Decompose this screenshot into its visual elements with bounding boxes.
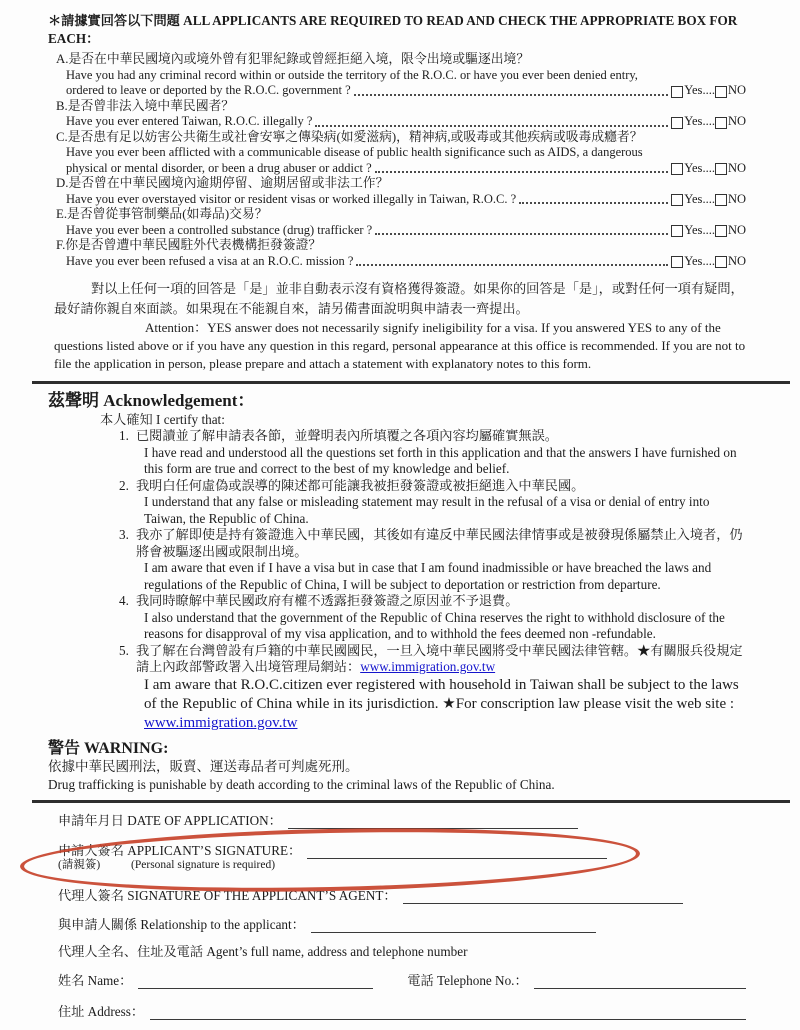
question-b-en: Have you ever entered Taiwan, R.O.C. illegally ? xyxy=(66,114,313,128)
ack-item-5 xyxy=(136,643,746,733)
acknowledgement-heading: 茲聲明 Acknowledgement： xyxy=(48,391,255,410)
question-c xyxy=(56,130,746,177)
no-label: NO xyxy=(727,222,746,237)
telephone-line[interactable] xyxy=(534,974,746,989)
question-c-zh: C.是否患有足以妨害公共衛生或社會安寧之傳染病(如愛滋病)，精神病,或吸毒或其他疾病或吸毒成癮者？ xyxy=(56,129,643,144)
question-b xyxy=(56,99,746,130)
attention-paragraph-en: Attention：YES answer does not necessarily signify ineligibility for a visa. If you answered YES to any of the questions listed above or if you have any question in this regard, personal appearance at this office is recommended. If you are not to file the application in person, please prepare and attach a statement with explanatory notes to this form. xyxy=(54,320,746,371)
agent-signature-line[interactable] xyxy=(403,889,683,904)
agent-info-label: 代理人全名、住址及電話 Agent’s full name, address and telephone number xyxy=(58,943,468,959)
agent-signature-label: 代理人簽名 SIGNATURE OF THE APPLICANT’S AGENT： xyxy=(58,887,397,903)
immigration-link-zh[interactable]: www.immigration.gov.tw xyxy=(360,659,496,674)
question-d-en: Have you ever overstayed visitor or resident visas or worked illegally in Taiwan, R.O.C. ? xyxy=(66,191,517,206)
relationship-line[interactable] xyxy=(311,918,596,933)
dots-separator: .... xyxy=(702,253,715,268)
question-e-no-checkbox[interactable] xyxy=(715,225,727,237)
dots-separator: .... xyxy=(702,83,715,97)
ack-item-3-en: I am aware that even if I have a visa but in case that I am found inadmissible or have breached the laws and regulations of the Republic of China, I will be subject to deportation or restriction from departure. xyxy=(144,560,712,592)
ack-item-5-zh-text: 我了解在台灣曾設有戶籍的中華民國國民，一旦入境中華民國將受中華民國法律管轄。★有關服兵役規定請上內政部警政署入出境管理局網站： xyxy=(136,642,743,674)
telephone-label: 電話 Telephone No.： xyxy=(407,972,528,988)
ack-item-4-en: I also understand that the government of the Republic of China reserves the right to withhold disclosure of the reasons for disapproval of my visa application, and to withhold the fees deemed non -refundable. xyxy=(144,609,725,641)
no-label: NO xyxy=(727,191,746,206)
ack-item-1-zh: 已閱讀並了解申請表各節，並聲明表內所填覆之各項內容均屬確實無誤。 xyxy=(136,428,558,443)
dots-separator: .... xyxy=(702,191,715,206)
applicant-signature-line[interactable] xyxy=(307,844,607,859)
question-b-no-checkbox[interactable] xyxy=(715,117,727,129)
agent-name-line[interactable] xyxy=(138,974,373,989)
question-d xyxy=(56,176,746,207)
acknowledgement-list xyxy=(136,428,746,733)
question-b-yes-checkbox[interactable] xyxy=(671,117,683,129)
yes-label: Yes xyxy=(684,222,703,237)
immigration-link-en[interactable]: www.immigration.gov.tw xyxy=(144,714,298,731)
yes-label: Yes xyxy=(684,83,703,97)
question-c-en-line2: physical or mental disorder, or been a drug abuser or addict ? xyxy=(66,160,372,175)
question-e-zh: E.是否曾從事管制藥品(如毒品)交易？ xyxy=(56,207,268,221)
section-divider-2 xyxy=(32,800,790,803)
address-line[interactable] xyxy=(150,1005,746,1020)
yes-label: Yes xyxy=(684,114,703,128)
ack-item-5-zh xyxy=(136,643,746,676)
agent-signature-row xyxy=(58,888,746,904)
signature-note-en: (Personal signature is required) xyxy=(131,858,276,871)
question-a-en-line2: ordered to leave or deported by the R.O.C. government ? xyxy=(66,83,351,97)
address-row xyxy=(58,1004,746,1020)
no-label: NO xyxy=(727,114,746,128)
dots-separator: .... xyxy=(702,222,715,237)
ack-item-5-en xyxy=(144,676,746,733)
question-f-no-checkbox[interactable] xyxy=(715,256,727,268)
relationship-label: 與申請人關係 Relationship to the applicant： xyxy=(58,916,305,932)
question-e-yes-checkbox[interactable] xyxy=(671,225,683,237)
ack-item-4-zh: 我同時瞭解中華民國政府有權不透露拒發簽證之原因並不予退費。 xyxy=(136,593,519,608)
questions-header: ＊請據實回答以下問題 ALL APPLICANTS ARE REQUIRED TO READ AND CHECK THE APPROPRIATE BOX FOR EACH： xyxy=(48,13,738,46)
signature-note xyxy=(58,859,746,872)
ack-item-4 xyxy=(136,593,746,643)
question-f-en: Have you ever been refused a visa at an R.O.C. mission ? xyxy=(66,253,354,268)
certify-line: 本人確知 I certify that: xyxy=(100,412,225,427)
applicant-signature-block xyxy=(48,843,746,872)
dotted-leader xyxy=(354,94,669,96)
ack-item-2 xyxy=(136,478,746,528)
agent-name-label: 姓名 Name： xyxy=(58,972,133,988)
no-label: NO xyxy=(727,253,746,268)
address-label: 住址 Address： xyxy=(58,1003,145,1019)
name-phone-row xyxy=(58,973,746,989)
dotted-leader xyxy=(356,264,668,266)
ack-item-3 xyxy=(136,527,746,593)
date-of-application-label: 申請年月日 DATE OF APPLICATION： xyxy=(58,812,282,828)
ack-item-3-zh: 我亦了解即使是持有簽證進入中華民國，其後如有違反中華民國法律情事或是被發現係屬禁止入境者，仍將會被驅逐出國或限制出境。 xyxy=(136,527,743,559)
yes-label: Yes xyxy=(684,160,703,175)
applicant-signature-label: 申請人簽名 APPLICANT’S SIGNATURE： xyxy=(58,842,302,858)
warning-heading: 警告 WARNING: xyxy=(48,739,169,757)
question-e xyxy=(56,207,746,238)
relationship-row xyxy=(58,917,746,933)
warning-en: Drug trafficking is punishable by death according to the criminal laws of the Republic of China. xyxy=(48,776,555,792)
question-d-no-checkbox[interactable] xyxy=(715,194,727,206)
question-c-yes-checkbox[interactable] xyxy=(671,163,683,175)
ack-item-5-en-text: I am aware that R.O.C.citizen ever registered with household in Taiwan shall be subject to the laws of the Republic of China while in its jurisdiction. ★For conscription law please visit the web site : xyxy=(144,676,739,712)
question-f-yes-checkbox[interactable] xyxy=(671,256,683,268)
agent-info-row xyxy=(58,944,746,960)
ack-item-1 xyxy=(136,428,746,478)
question-a-yes-checkbox[interactable] xyxy=(671,86,683,98)
question-c-en-line1: Have you ever been afflicted with a communicable disease of public health significance such as AIDS, a dangerous xyxy=(66,145,643,159)
yes-label: Yes xyxy=(684,191,703,206)
ack-item-2-zh: 我明白任何虛偽或誤導的陳述都可能讓我被拒發簽證或被拒絕進入中華民國。 xyxy=(136,477,585,493)
question-a-zh: A.是否在中華民國境內或境外曾有犯罪紀錄或曾經拒絕入境，限令出境或驅逐出境？ xyxy=(56,52,530,66)
dotted-leader xyxy=(375,233,668,235)
applicant-signature-row xyxy=(58,843,746,859)
dots-separator: .... xyxy=(702,160,715,175)
question-e-en: Have you ever been a controlled substance (drug) trafficker ? xyxy=(66,222,373,237)
dotted-leader xyxy=(375,171,669,173)
dotted-leader xyxy=(315,125,668,127)
ack-item-2-en: I understand that any false or misleading statement may result in the refusal of a visa or denial of entry into Taiwan, the Republic of China. xyxy=(144,494,710,526)
section-divider xyxy=(32,381,790,384)
question-d-yes-checkbox[interactable] xyxy=(671,194,683,206)
question-b-zh: B.是否曾非法入境中華民國者？ xyxy=(56,98,235,113)
question-d-zh: D.是否曾在中華民國境內逾期停留、逾期居留或非法工作？ xyxy=(56,176,389,190)
question-f xyxy=(56,238,746,269)
dots-separator: .... xyxy=(702,114,715,128)
yes-label: Yes xyxy=(684,253,703,268)
date-of-application-row xyxy=(58,813,746,829)
question-c-no-checkbox[interactable] xyxy=(715,163,727,175)
signature-note-zh: (請親簽) xyxy=(58,858,101,871)
question-a-en-line1: Have you had any criminal record within or outside the territory of the R.O.C. or have you ever been denied entry, xyxy=(66,67,638,82)
question-f-zh: F.你是否曾遭中華民國駐外代表機構拒發簽證？ xyxy=(56,238,322,252)
advice-paragraph-zh: 對以上任何一項的回答是「是」並非自動表示沒有資格獲得簽證。如果你的回答是「是」，或對任何一項有疑問，最好請你親自來面談。如果現在不能親自來，請另備書面說明與申請表一齊提出。 xyxy=(54,281,744,316)
question-a-no-checkbox[interactable] xyxy=(715,86,727,98)
date-of-application-line[interactable] xyxy=(288,814,578,829)
ack-item-1-en: I have read and understood all the questions set forth in this application and that the answers I have furnished on this form are true and correct to the best of my knowledge and belief. xyxy=(144,444,737,476)
warning-zh: 依據中華民國刑法，販賣、運送毒品者可判處死刑。 xyxy=(48,758,359,774)
no-label: NO xyxy=(727,160,746,175)
no-label: NO xyxy=(727,83,746,97)
dotted-leader xyxy=(519,202,668,204)
question-a xyxy=(56,52,746,99)
